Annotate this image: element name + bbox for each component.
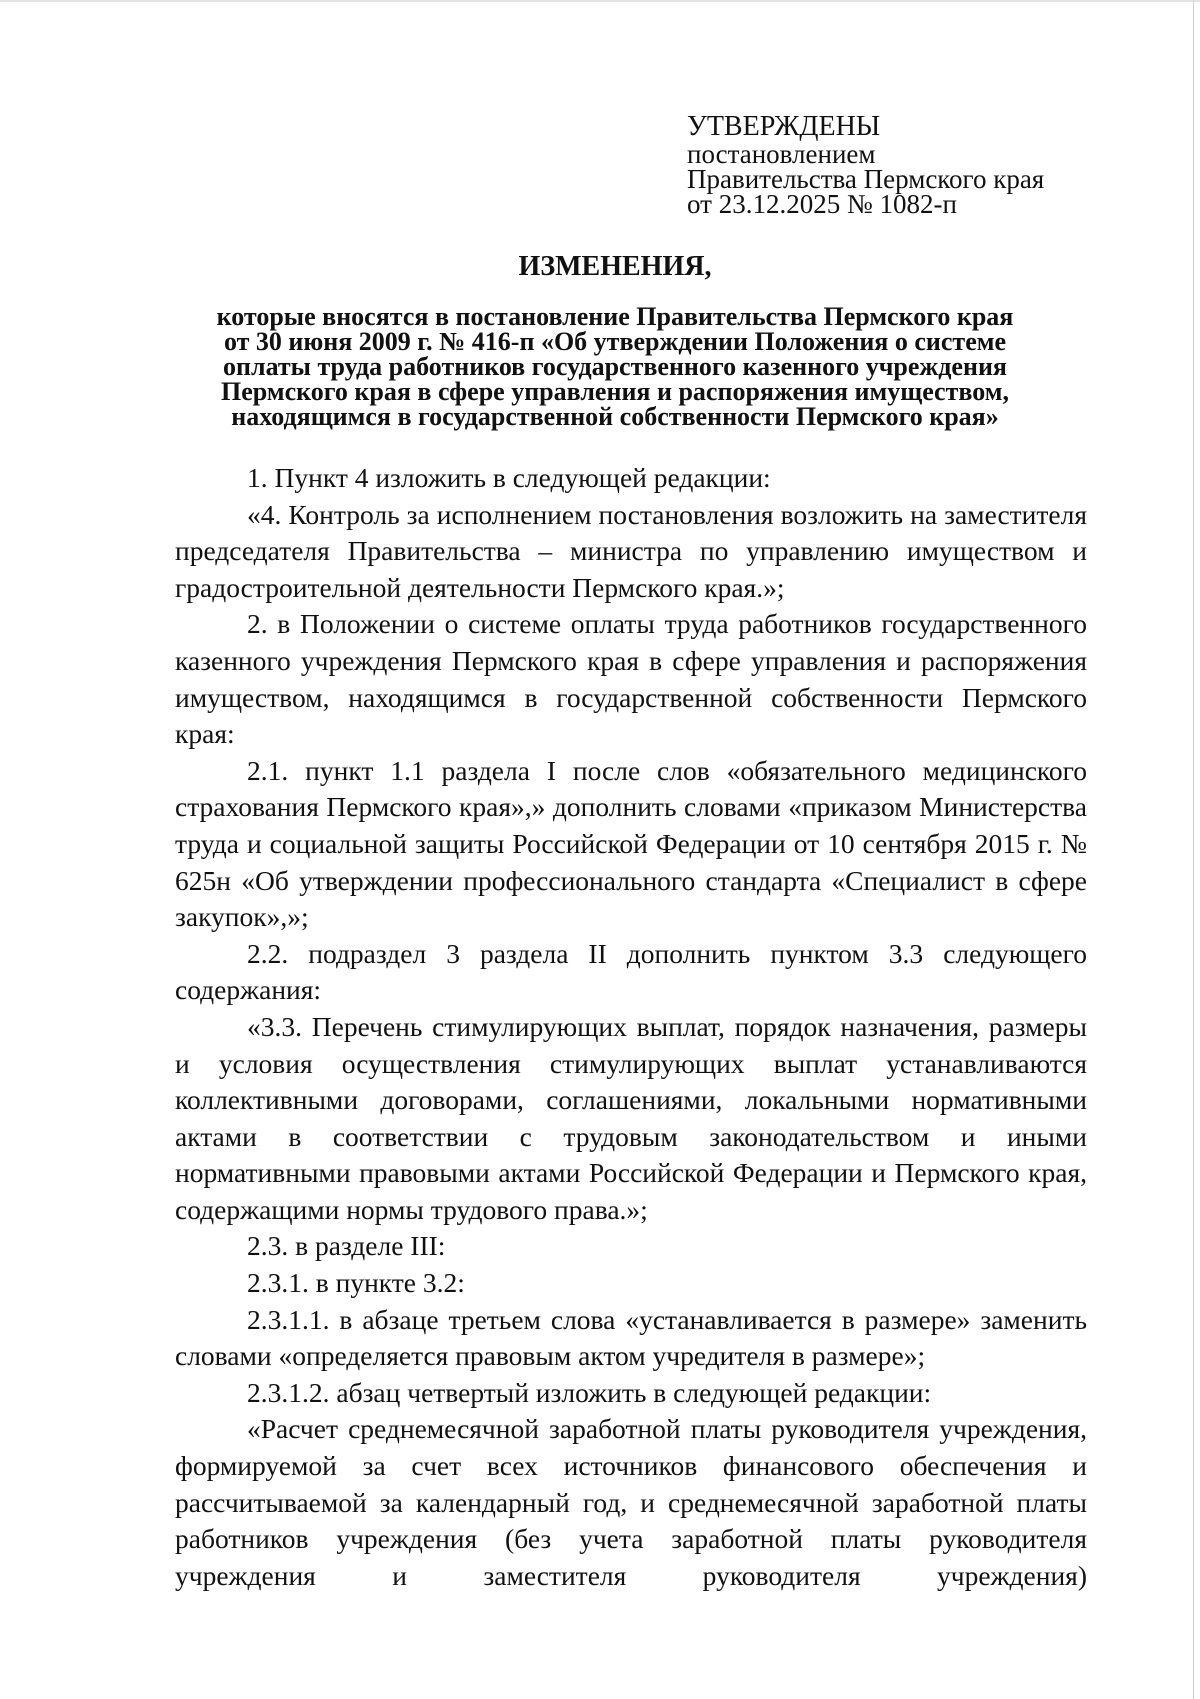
title-subtitle-line: которые вносятся в постановление Правительства Пермского края	[216, 302, 1014, 331]
paragraph-2-1: 2.1. пункт 1.1 раздела I после слов «обязательного медицинского страхования Пермского края»,» дополнить словами «приказом Министерства труда и социальной защиты Российской Федерации от 10 сентября 2015 г. № 625н «Об утверждении профессионального стандарта «Специалист в сфере закупок»,»;	[175, 754, 1087, 933]
title-subtitle-line: находящимся в государственной собственности Пермского края»	[231, 402, 999, 431]
approval-line-resolution: постановлением	[687, 139, 876, 169]
title-subtitle	[150, 304, 1080, 429]
title-subtitle-line: оплаты труда работников государственного казенного учреждения	[223, 352, 1007, 381]
document-body	[175, 460, 1087, 1594]
title-subtitle-line: от 30 июня 2009 г. № 416-п «Об утверждении Положения о системе	[223, 327, 1006, 356]
paragraph-2-2: 2.2. подраздел 3 раздела II дополнить пунктом 3.3 следующего содержания:	[175, 937, 1087, 1006]
approval-line-approved: УТВЕРЖДЕНЫ	[687, 111, 881, 142]
paragraph-2-3-1-2: 2.3.1.2. абзац четвертый изложить в следующей редакции:	[247, 1376, 932, 1408]
paragraph-1: 1. Пункт 4 изложить в следующей редакции:	[247, 462, 771, 493]
scan-edge-top	[0, 0, 1200, 2]
paragraph-2-3: 2.3. в разделе III:	[247, 1230, 446, 1262]
paragraph-quote-calculation: «Расчет среднемесячной заработной платы руководителя учреждения, формируемой за счет всех источников финансового обеспечения и рассчитываемой за календарный год, и среднемесячной заработной платы работников учреждения (без учета заработной платы руководителя учреждения и заместителя руководителя учреждения)	[175, 1413, 1087, 1591]
scan-edge-right	[1193, 0, 1194, 1699]
document-title	[150, 250, 1080, 429]
paragraph-2-3-1: 2.3.1. в пункте 3.2:	[247, 1267, 465, 1299]
approval-line-date-number: от 23.12.2025 № 1082-п	[687, 189, 957, 219]
paragraph-2-3-1-1: 2.3.1.1. в абзаце третьем слова «устанавливается в размере» заменить словами «определяется правовым актом учредителя в размере»;	[175, 1303, 1087, 1372]
title-main: ИЗМЕНЕНИЯ,	[518, 251, 712, 282]
paragraph-2: 2. в Положении о системе оплаты труда работников государственного казенного учреждения Пермского края в сфере управления и распоряжения имуществом, находящимся в государственной собственности Пермского края:	[175, 608, 1087, 750]
approval-stamp	[687, 112, 1044, 217]
approval-line-government: Правительства Пермского края	[687, 164, 1045, 194]
paragraph-quote-4: «4. Контроль за исполнением постановления возложить на заместителя председателя Правительства – министра по управлению имуществом и градостроительной деятельности Пермского края.»;	[175, 498, 1087, 603]
paragraph-quote-3-3: «3.3. Перечень стимулирующих выплат, порядок назначения, размеры и условия осуществления стимулирующих выплат устанавливаются коллективными договорами, соглашениями, локальными нормативными актами в соответствии с трудовым законодательством и иными нормативными правовыми актами Российской Федерации и Пермского края, содержащими нормы трудового права.»;	[175, 1010, 1087, 1225]
title-subtitle-line: Пермского края в сфере управления и распоряжения имуществом,	[221, 377, 1009, 406]
